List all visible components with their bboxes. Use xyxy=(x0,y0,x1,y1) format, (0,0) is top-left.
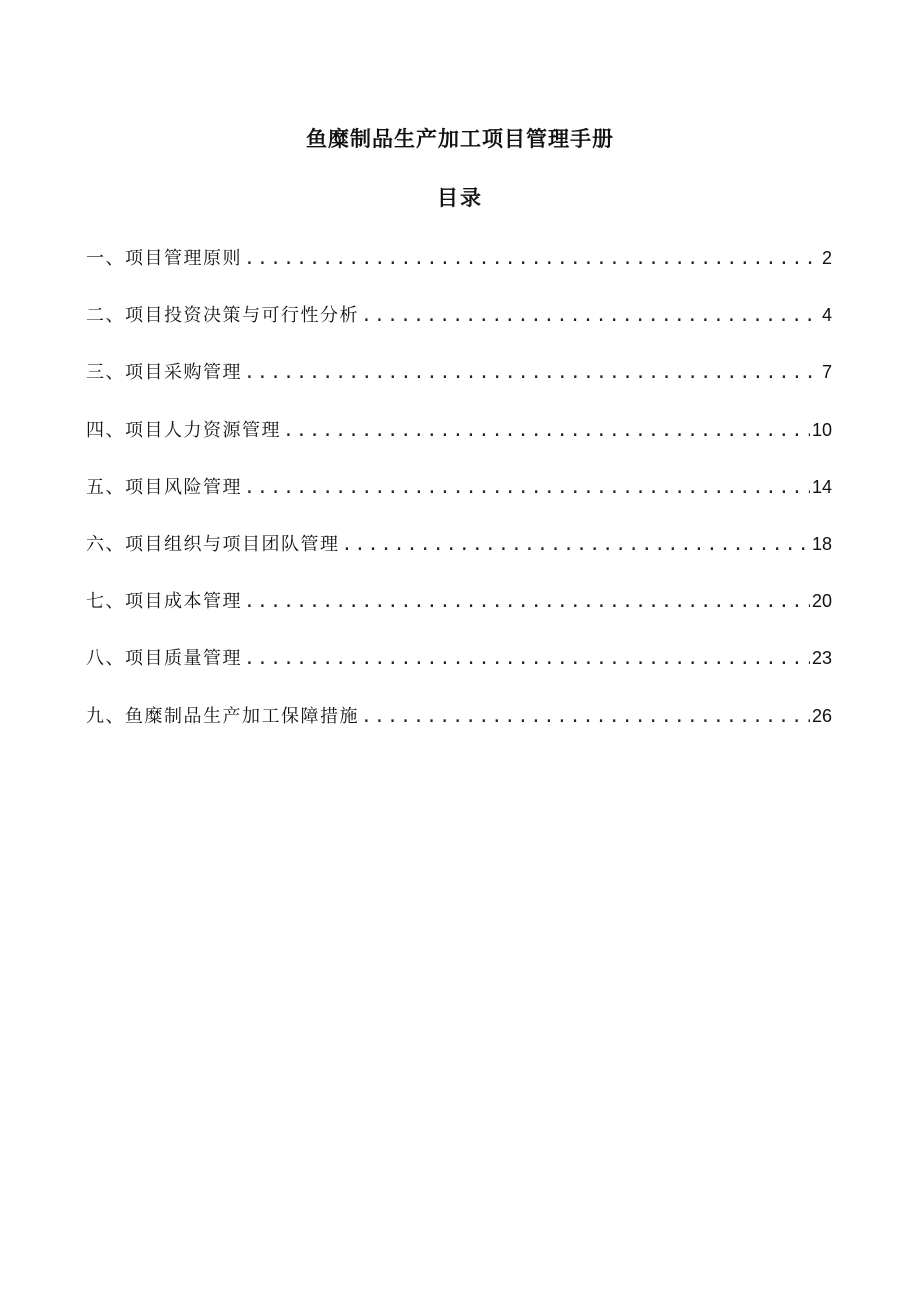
toc-dot-leader xyxy=(244,644,810,674)
table-of-contents xyxy=(86,243,832,758)
toc-entry[interactable] xyxy=(86,472,832,529)
toc-page-number: 26 xyxy=(811,705,832,726)
toc-dot-leader xyxy=(244,473,810,503)
toc-entry[interactable] xyxy=(86,243,832,300)
toc-dot-leader xyxy=(244,587,810,617)
document-title: 鱼糜制品生产加工项目管理手册 xyxy=(306,126,614,151)
toc-entry-title: 三、项目采购管理 xyxy=(86,362,242,384)
toc-page-number: 20 xyxy=(811,591,832,612)
toc-entry-title: 七、项目成本管理 xyxy=(86,591,242,613)
toc-entry[interactable] xyxy=(86,357,832,414)
toc-entry-title: 六、项目组织与项目团队管理 xyxy=(86,533,340,555)
toc-dot-leader xyxy=(342,530,810,560)
toc-page-number: 2 xyxy=(821,248,832,268)
toc-entry[interactable] xyxy=(86,415,832,472)
toc-entry-title: 八、项目质量管理 xyxy=(86,648,242,670)
toc-entry[interactable] xyxy=(86,300,832,357)
toc-dot-leader xyxy=(244,358,820,388)
toc-page-number: 10 xyxy=(811,419,832,440)
toc-entry[interactable] xyxy=(86,586,832,643)
toc-entry[interactable] xyxy=(86,529,832,586)
toc-entry-title: 一、项目管理原则 xyxy=(86,248,242,269)
toc-entry[interactable] xyxy=(86,701,832,758)
toc-heading: 目录 xyxy=(437,185,483,210)
toc-page-number: 23 xyxy=(811,648,832,669)
toc-entry[interactable] xyxy=(86,643,832,700)
toc-page-number: 7 xyxy=(821,362,832,383)
toc-dot-leader xyxy=(244,244,820,274)
toc-dot-leader xyxy=(283,416,810,446)
toc-page-number: 18 xyxy=(811,533,832,554)
toc-page-number: 4 xyxy=(821,305,832,326)
toc-entry-title: 二、项目投资决策与可行性分析 xyxy=(86,305,359,327)
toc-entry-title: 九、鱼糜制品生产加工保障措施 xyxy=(86,705,359,727)
toc-dot-leader xyxy=(361,301,820,331)
toc-dot-leader xyxy=(361,702,810,732)
toc-entry-title: 五、项目风险管理 xyxy=(86,476,242,498)
toc-page-number: 14 xyxy=(811,476,832,497)
toc-entry-title: 四、项目人力资源管理 xyxy=(86,419,281,441)
